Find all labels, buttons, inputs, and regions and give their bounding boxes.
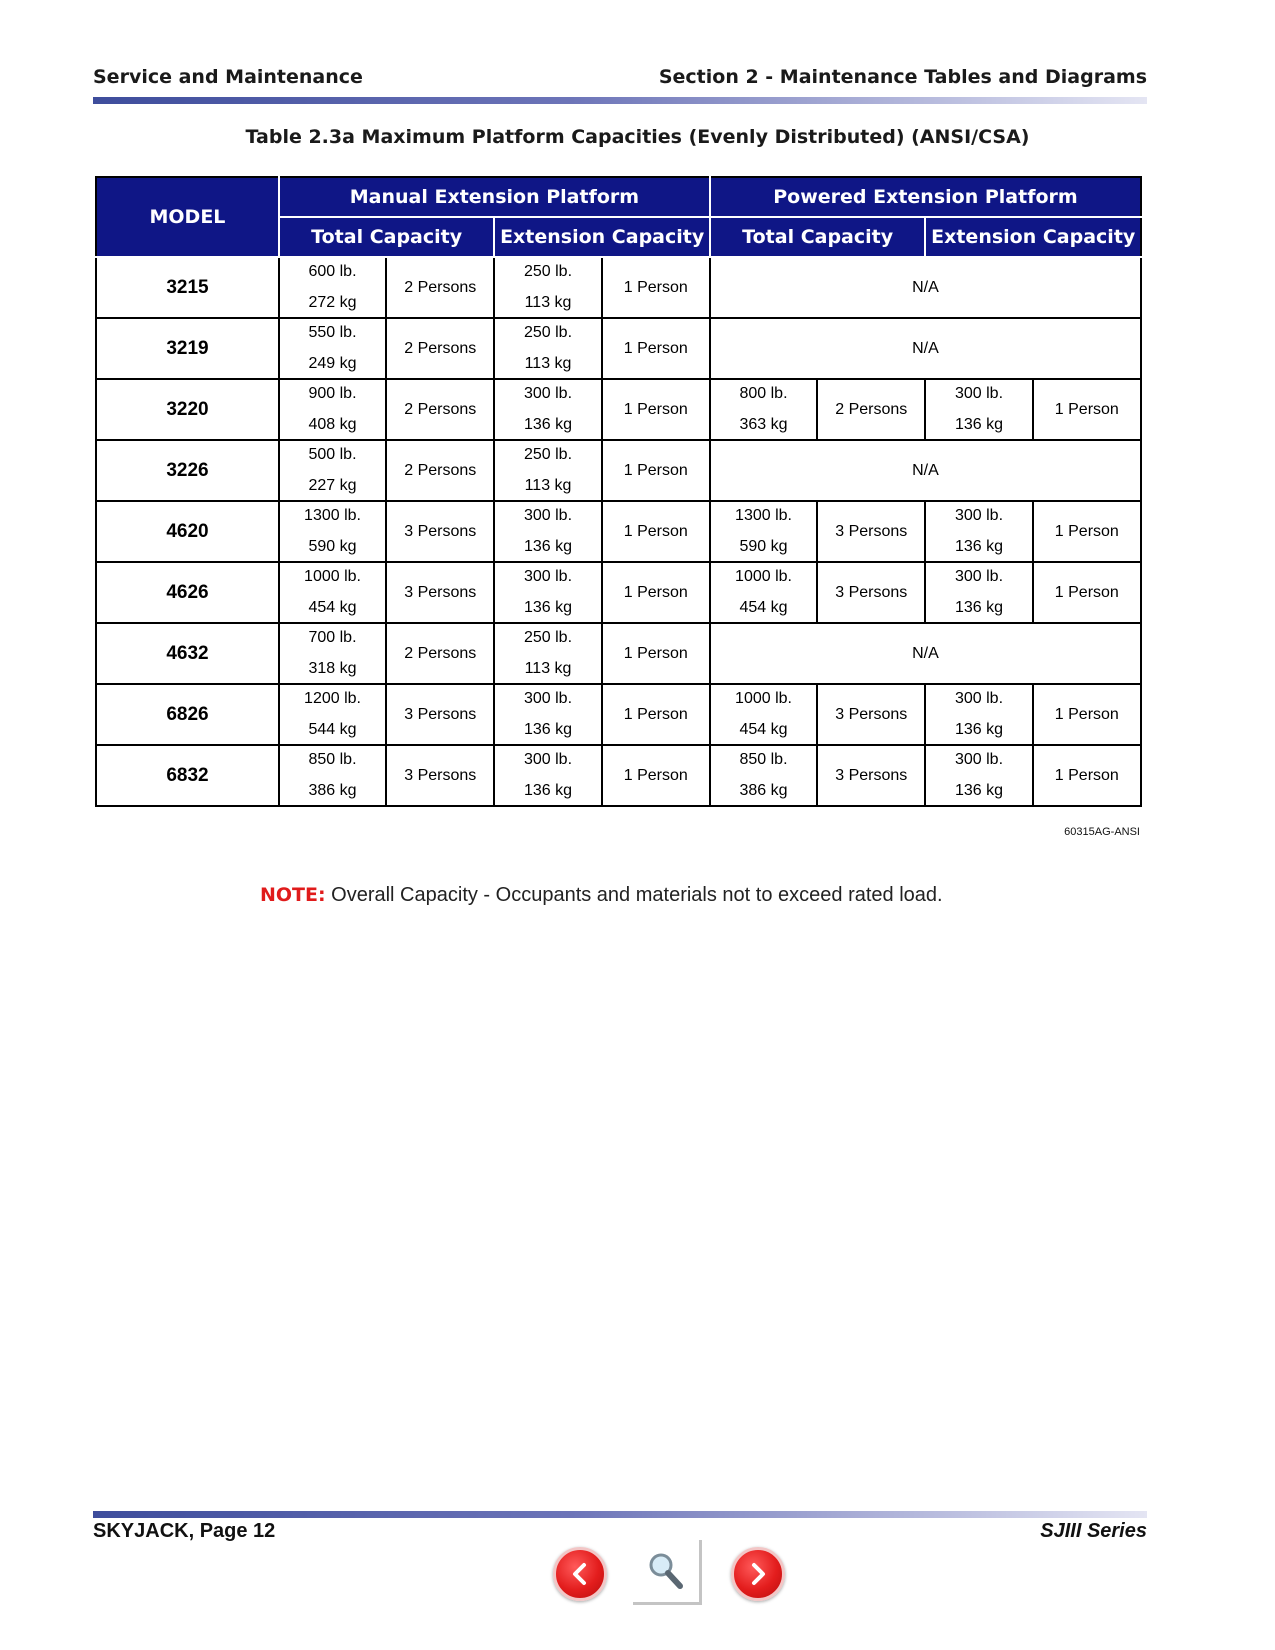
manual-total-persons-cell: 3 Persons <box>386 501 494 562</box>
manual-total-weight-cell <box>279 318 386 379</box>
table-caption: Table 2.3a Maximum Platform Capacities (Evenly Distributed) (ANSI/CSA) <box>245 126 1030 148</box>
manual-total-weight-cell-values <box>280 689 385 740</box>
weight-lb: 300 lb. <box>954 507 1004 524</box>
powered-total-weight-cell <box>710 745 817 806</box>
manual-extension-weight-cell-values <box>495 262 600 313</box>
weight-lb: 1300 lb. <box>735 507 792 524</box>
powered-extension-persons-cell: 1 Person <box>1033 562 1141 623</box>
powered-extension-capacity-header: Extension Capacity <box>925 217 1141 257</box>
footer-series-label: SJIII Series <box>1040 1520 1147 1542</box>
manual-total-persons-cell: 2 Persons <box>386 623 494 684</box>
weight-lb: 1000 lb. <box>304 568 361 585</box>
manual-total-weight-cell <box>279 623 386 684</box>
weight-kg: 136 kg <box>523 782 573 799</box>
table-row <box>96 623 1141 684</box>
weight-lb: 1000 lb. <box>735 690 792 707</box>
powered-not-available-cell: N/A <box>710 257 1141 318</box>
powered-extension-persons-cell: 1 Person <box>1033 501 1141 562</box>
manual-total-weight-cell <box>279 501 386 562</box>
manual-extension-persons-cell: 1 Person <box>602 257 710 318</box>
weight-kg: 249 kg <box>308 355 357 372</box>
powered-extension-weight-cell <box>925 562 1032 623</box>
powered-extension-persons-cell: 1 Person <box>1033 684 1141 745</box>
manual-extension-persons-cell: 1 Person <box>602 501 710 562</box>
weight-lb: 1000 lb. <box>735 568 792 585</box>
table-row <box>96 257 1141 318</box>
weight-kg: 136 kg <box>523 416 573 433</box>
weight-kg: 454 kg <box>308 599 357 616</box>
weight-lb: 500 lb. <box>308 446 357 463</box>
powered-extension-persons-cell: 1 Person <box>1033 745 1141 806</box>
weight-kg: 590 kg <box>308 538 357 555</box>
weight-kg: 113 kg <box>524 355 572 372</box>
weight-kg: 386 kg <box>739 782 788 799</box>
table-row <box>96 684 1141 745</box>
manual-total-persons-cell: 2 Persons <box>386 257 494 318</box>
header-right-title: Section 2 - Maintenance Tables and Diagrams <box>658 66 1147 88</box>
weight-lb: 300 lb. <box>954 568 1004 585</box>
model-cell: 3226 <box>96 440 279 501</box>
powered-extension-weight-cell <box>925 684 1032 745</box>
table-row <box>96 745 1141 806</box>
weight-lb: 850 lb. <box>739 751 788 768</box>
manual-total-persons-cell: 2 Persons <box>386 379 494 440</box>
weight-lb: 250 lb. <box>523 446 573 463</box>
weight-lb: 300 lb. <box>954 385 1004 402</box>
weight-lb: 550 lb. <box>308 324 357 341</box>
powered-total-capacity-header: Total Capacity <box>710 217 926 257</box>
powered-extension-weight-cell-values <box>926 384 1031 435</box>
manual-total-persons-cell: 3 Persons <box>386 562 494 623</box>
manual-extension-capacity-header: Extension Capacity <box>494 217 710 257</box>
manual-extension-weight-cell <box>494 745 601 806</box>
model-cell: 3219 <box>96 318 279 379</box>
model-cell: 6826 <box>96 684 279 745</box>
powered-extension-weight-cell <box>925 501 1032 562</box>
weight-kg: 136 kg <box>954 416 1004 433</box>
powered-total-persons-cell: 3 Persons <box>817 684 925 745</box>
manual-extension-persons-cell: 1 Person <box>602 440 710 501</box>
weight-kg: 113 kg <box>524 477 572 494</box>
manual-total-weight-cell-values <box>280 384 385 435</box>
weight-kg: 454 kg <box>739 721 788 738</box>
chevron-left-icon <box>565 1559 595 1589</box>
manual-extension-weight-cell-values <box>495 750 600 801</box>
powered-extension-persons-cell: 1 Person <box>1033 379 1141 440</box>
manual-extension-weight-cell-values <box>495 384 600 435</box>
weight-kg: 136 kg <box>954 538 1004 555</box>
chevron-right-icon <box>743 1559 773 1589</box>
weight-kg: 363 kg <box>739 416 788 433</box>
manual-extension-weight-cell <box>494 623 601 684</box>
powered-group-header: Powered Extension Platform <box>710 177 1141 217</box>
weight-kg: 136 kg <box>954 782 1004 799</box>
weight-kg: 544 kg <box>308 721 357 738</box>
note <box>260 884 943 907</box>
magnifier-icon <box>644 1549 688 1593</box>
weight-kg: 454 kg <box>739 599 788 616</box>
powered-extension-weight-cell-values <box>926 567 1031 618</box>
manual-total-weight-cell-values <box>280 262 385 313</box>
model-cell: 3220 <box>96 379 279 440</box>
manual-extension-persons-cell: 1 Person <box>602 318 710 379</box>
powered-total-persons-cell: 3 Persons <box>817 501 925 562</box>
header-left-title: Service and Maintenance <box>93 66 363 88</box>
manual-extension-weight-cell <box>494 562 601 623</box>
header-rule <box>93 97 1147 104</box>
weight-kg: 227 kg <box>308 477 357 494</box>
weight-lb: 300 lb. <box>954 751 1004 768</box>
model-cell: 4626 <box>96 562 279 623</box>
manual-total-weight-cell <box>279 562 386 623</box>
weight-lb: 300 lb. <box>523 751 573 768</box>
manual-extension-weight-cell <box>494 257 601 318</box>
manual-total-persons-cell: 3 Persons <box>386 745 494 806</box>
manual-extension-weight-cell-values <box>495 567 600 618</box>
powered-extension-weight-cell-values <box>926 689 1031 740</box>
table-row <box>96 318 1141 379</box>
manual-total-persons-cell: 3 Persons <box>386 684 494 745</box>
manual-total-weight-cell <box>279 440 386 501</box>
manual-total-persons-cell: 2 Persons <box>386 440 494 501</box>
powered-total-persons-cell: 2 Persons <box>817 379 925 440</box>
table-row <box>96 440 1141 501</box>
weight-lb: 250 lb. <box>523 263 573 280</box>
capacity-table-body <box>96 257 1141 806</box>
manual-extension-weight-cell-values <box>495 506 600 557</box>
manual-extension-weight-cell <box>494 379 601 440</box>
powered-total-weight-cell-values <box>711 506 816 557</box>
weight-kg: 408 kg <box>308 416 357 433</box>
manual-extension-weight-cell-values <box>495 689 600 740</box>
powered-total-weight-cell <box>710 501 817 562</box>
powered-total-weight-cell <box>710 379 817 440</box>
manual-total-weight-cell-values <box>280 323 385 374</box>
weight-lb: 700 lb. <box>308 629 357 646</box>
weight-lb: 1200 lb. <box>304 690 361 707</box>
model-cell: 6832 <box>96 745 279 806</box>
model-cell: 4632 <box>96 623 279 684</box>
manual-extension-weight-cell <box>494 684 601 745</box>
manual-extension-weight-cell <box>494 501 601 562</box>
weight-lb: 850 lb. <box>308 751 357 768</box>
model-column-header: MODEL <box>96 177 279 257</box>
weight-kg: 272 kg <box>308 294 357 311</box>
manual-total-persons-cell: 2 Persons <box>386 318 494 379</box>
manual-extension-weight-cell-values <box>495 445 600 496</box>
capacity-table <box>95 176 1142 807</box>
weight-lb: 800 lb. <box>739 385 788 402</box>
powered-not-available-cell: N/A <box>710 440 1141 501</box>
manual-total-weight-cell <box>279 257 386 318</box>
previous-page-button[interactable] <box>553 1547 607 1601</box>
manual-total-weight-cell <box>279 745 386 806</box>
powered-total-weight-cell <box>710 684 817 745</box>
weight-lb: 250 lb. <box>523 629 573 646</box>
manual-extension-weight-cell-values <box>495 323 600 374</box>
powered-total-weight-cell-values <box>711 384 816 435</box>
note-text: Overall Capacity - Occupants and materials not to exceed rated load. <box>325 884 943 906</box>
powered-not-available-cell: N/A <box>710 623 1141 684</box>
manual-total-weight-cell-values <box>280 750 385 801</box>
weight-kg: 136 kg <box>523 599 573 616</box>
table-row <box>96 379 1141 440</box>
weight-kg: 318 kg <box>308 660 357 677</box>
manual-total-weight-cell <box>279 379 386 440</box>
powered-total-weight-cell-values <box>711 689 816 740</box>
manual-extension-persons-cell: 1 Person <box>602 562 710 623</box>
manual-total-weight-cell <box>279 684 386 745</box>
weight-kg: 136 kg <box>954 721 1004 738</box>
weight-lb: 300 lb. <box>523 568 573 585</box>
manual-total-capacity-header: Total Capacity <box>279 217 495 257</box>
weight-lb: 900 lb. <box>308 385 357 402</box>
powered-total-weight-cell-values <box>711 750 816 801</box>
manual-extension-weight-cell <box>494 440 601 501</box>
manual-group-header: Manual Extension Platform <box>279 177 710 217</box>
manual-total-weight-cell-values <box>280 567 385 618</box>
manual-extension-persons-cell: 1 Person <box>602 623 710 684</box>
manual-total-weight-cell-values <box>280 628 385 679</box>
table-header-row <box>96 177 1141 217</box>
note-label: NOTE: <box>260 884 326 906</box>
zoom-button[interactable] <box>633 1540 702 1605</box>
weight-kg: 113 kg <box>524 660 572 677</box>
model-cell: 4620 <box>96 501 279 562</box>
weight-lb: 600 lb. <box>308 263 357 280</box>
weight-kg: 136 kg <box>954 599 1004 616</box>
manual-extension-persons-cell: 1 Person <box>602 379 710 440</box>
powered-extension-weight-cell <box>925 379 1032 440</box>
powered-total-persons-cell: 3 Persons <box>817 562 925 623</box>
manual-extension-weight-cell-values <box>495 628 600 679</box>
table-row <box>96 501 1141 562</box>
powered-extension-weight-cell-values <box>926 750 1031 801</box>
table-row <box>96 562 1141 623</box>
weight-lb: 300 lb. <box>523 385 573 402</box>
manual-extension-persons-cell: 1 Person <box>602 684 710 745</box>
next-page-button[interactable] <box>731 1547 785 1601</box>
weight-kg: 113 kg <box>524 294 572 311</box>
powered-not-available-cell: N/A <box>710 318 1141 379</box>
manual-total-weight-cell-values <box>280 445 385 496</box>
manual-total-weight-cell-values <box>280 506 385 557</box>
weight-kg: 386 kg <box>308 782 357 799</box>
powered-extension-weight-cell-values <box>926 506 1031 557</box>
weight-kg: 136 kg <box>523 721 573 738</box>
weight-lb: 300 lb. <box>954 690 1004 707</box>
weight-kg: 136 kg <box>523 538 573 555</box>
powered-extension-weight-cell <box>925 745 1032 806</box>
weight-lb: 250 lb. <box>523 324 573 341</box>
weight-lb: 300 lb. <box>523 507 573 524</box>
weight-kg: 590 kg <box>739 538 788 555</box>
manual-extension-persons-cell: 1 Person <box>602 745 710 806</box>
powered-total-persons-cell: 3 Persons <box>817 745 925 806</box>
weight-lb: 1300 lb. <box>304 507 361 524</box>
footer-page-label: SKYJACK, Page 12 <box>93 1520 276 1542</box>
table-reference-code: 60315AG-ANSI <box>1064 826 1140 838</box>
powered-total-weight-cell <box>710 562 817 623</box>
weight-lb: 300 lb. <box>523 690 573 707</box>
powered-total-weight-cell-values <box>711 567 816 618</box>
model-cell: 3215 <box>96 257 279 318</box>
manual-extension-weight-cell <box>494 318 601 379</box>
